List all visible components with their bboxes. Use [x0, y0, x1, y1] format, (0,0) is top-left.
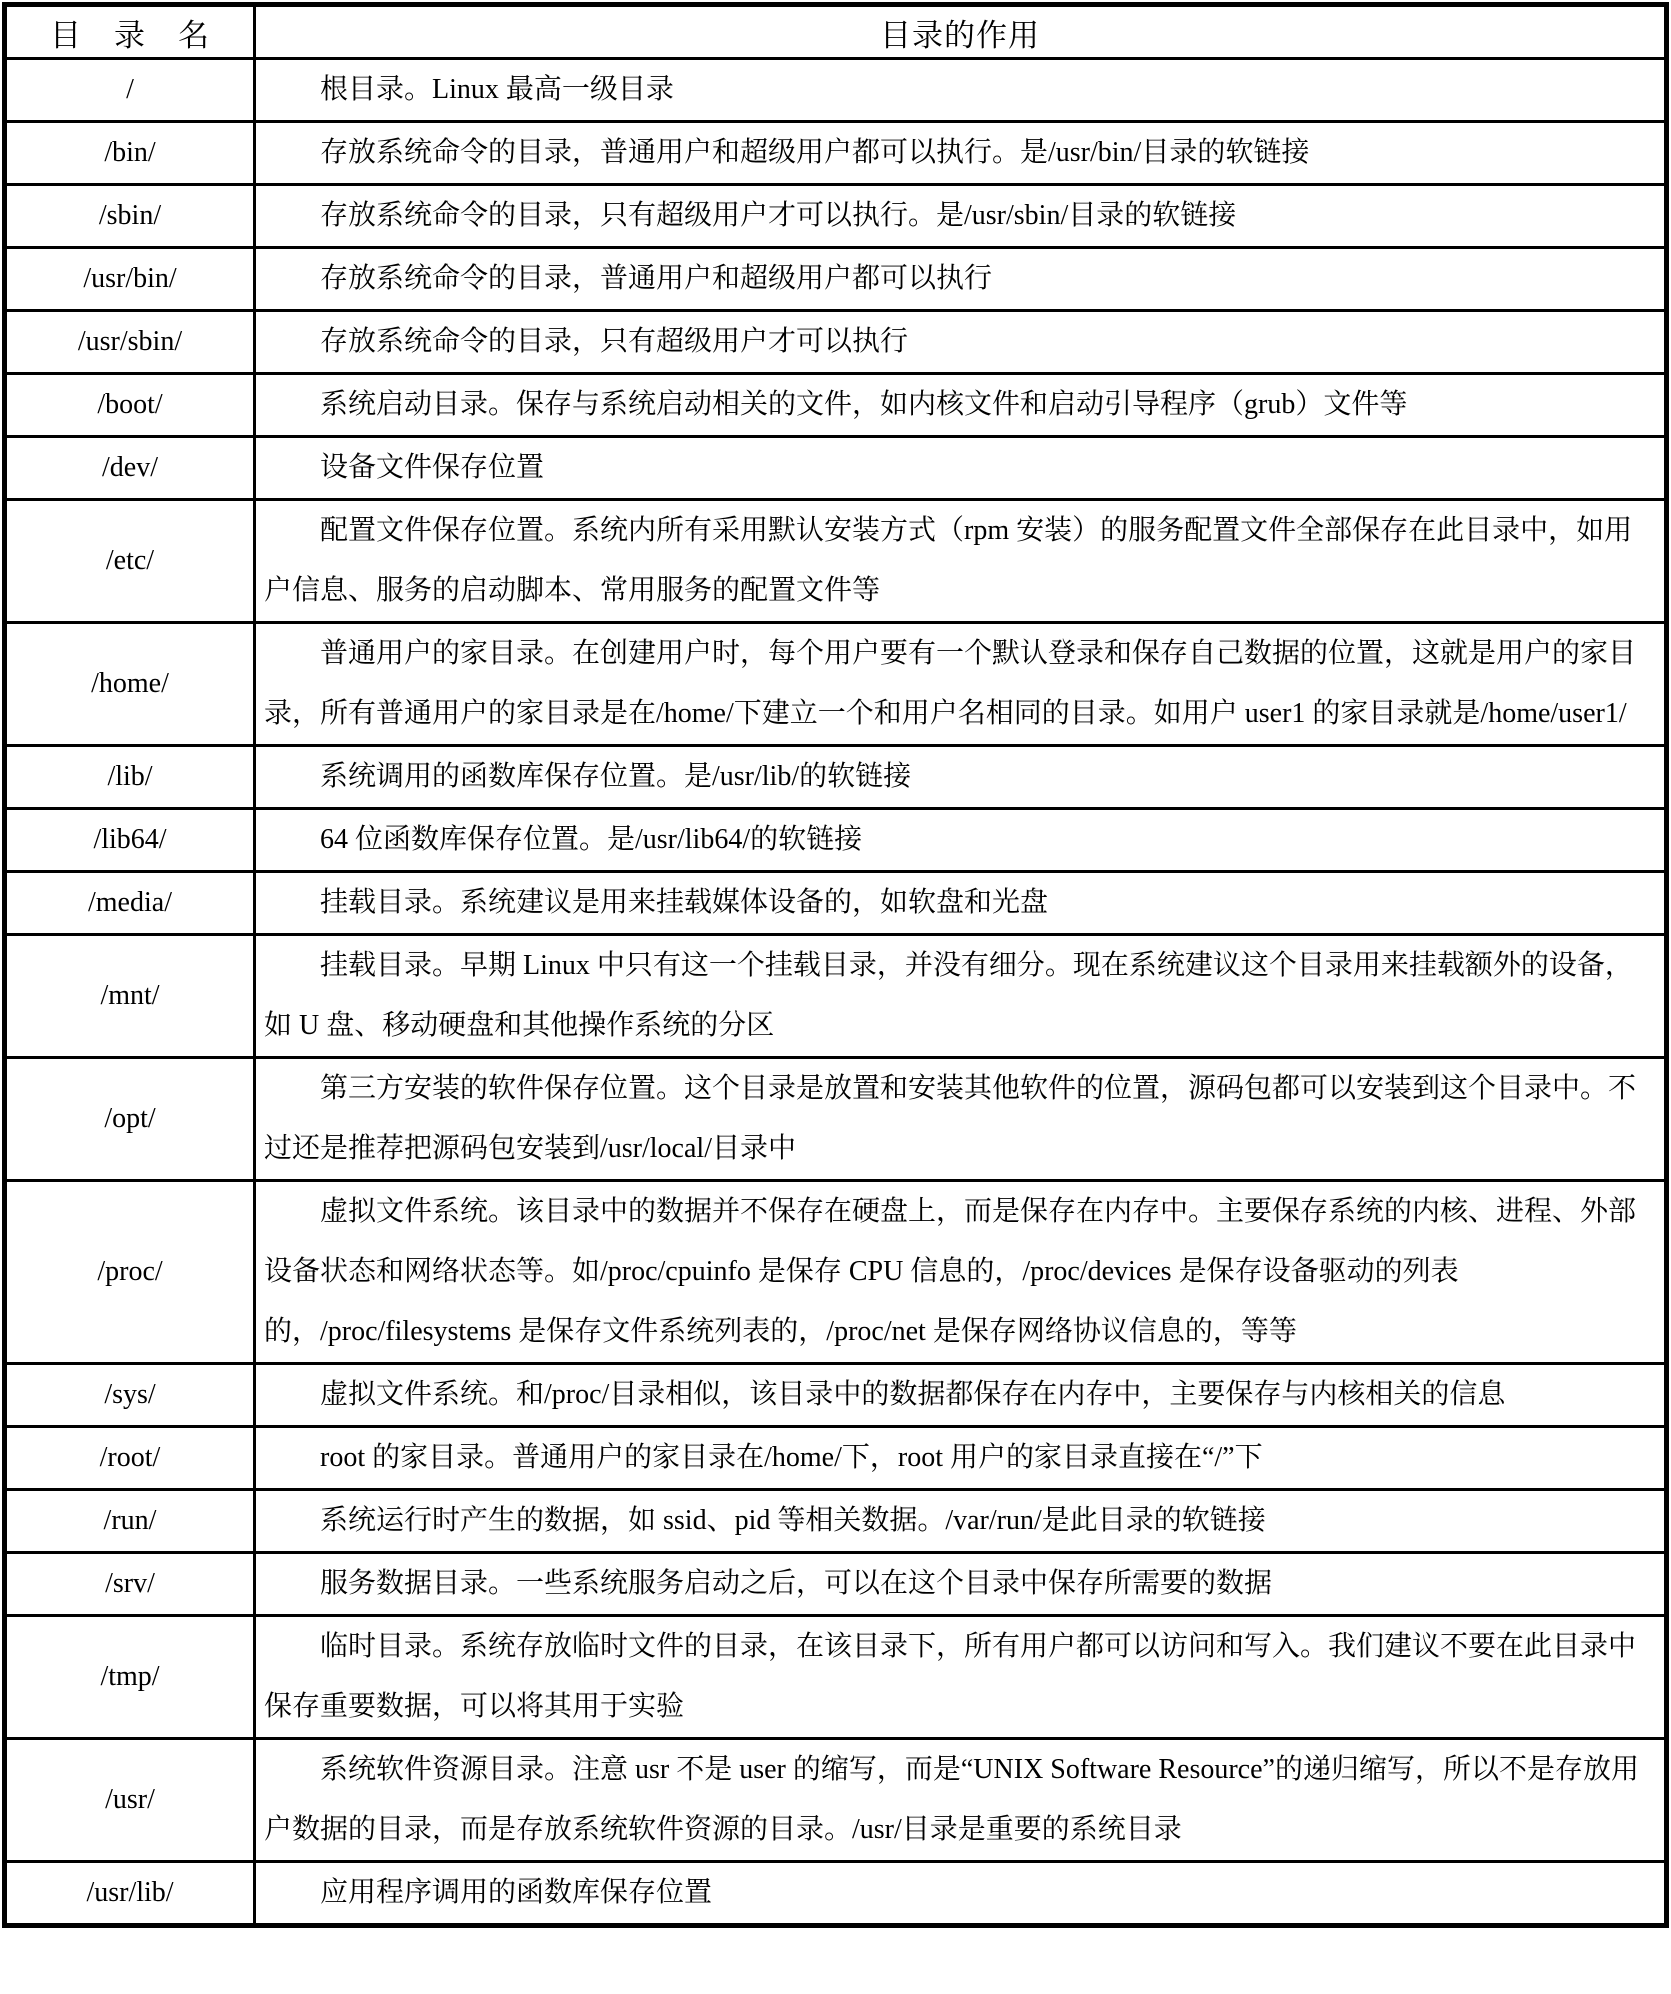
table-row	[5, 122, 1667, 185]
header-cell-directory-name: 目 录 名	[5, 5, 255, 59]
directory-name-cell: /sbin/	[5, 185, 255, 248]
directory-name-cell: /root/	[5, 1427, 255, 1490]
directory-purpose-cell: 挂载目录。系统建议是用来挂载媒体设备的，如软盘和光盘	[255, 872, 1667, 935]
table-header-row	[5, 5, 1667, 59]
directory-name-cell: /run/	[5, 1490, 255, 1553]
directory-name-cell: /etc/	[5, 500, 255, 623]
table-row	[5, 1616, 1667, 1739]
table-row	[5, 935, 1667, 1058]
directory-purpose-cell: 挂载目录。早期 Linux 中只有这一个挂载目录，并没有细分。现在系统建议这个目录用来挂载额外的设备，如 U 盘、移动硬盘和其他操作系统的分区	[255, 935, 1667, 1058]
directory-purpose-cell: 临时目录。系统存放临时文件的目录，在该目录下，所有用户都可以访问和写入。我们建议不要在此目录中保存重要数据，可以将其用于实验	[255, 1616, 1667, 1739]
directory-name-cell: /	[5, 59, 255, 122]
directory-purpose-cell: 存放系统命令的目录，只有超级用户才可以执行	[255, 311, 1667, 374]
directory-purpose-cell: root 的家目录。普通用户的家目录在/home/下，root 用户的家目录直接在“/”下	[255, 1427, 1667, 1490]
directory-name-cell: /usr/sbin/	[5, 311, 255, 374]
directory-purpose-cell: 虚拟文件系统。和/proc/目录相似，该目录中的数据都保存在内存中，主要保存与内核相关的信息	[255, 1364, 1667, 1427]
directory-purpose-cell: 应用程序调用的函数库保存位置	[255, 1862, 1667, 1926]
directory-name-cell: /usr/	[5, 1739, 255, 1862]
table-row	[5, 872, 1667, 935]
table-row	[5, 1181, 1667, 1364]
table-row	[5, 809, 1667, 872]
directory-purpose-cell: 普通用户的家目录。在创建用户时，每个用户要有一个默认登录和保存自己数据的位置，这就是用户的家目录，所有普通用户的家目录是在/home/下建立一个和用户名相同的目录。如用户 user1 的家目录就是/home/user1/	[255, 623, 1667, 746]
directory-purpose-cell: 系统调用的函数库保存位置。是/usr/lib/的软链接	[255, 746, 1667, 809]
table-row	[5, 1427, 1667, 1490]
table-row	[5, 500, 1667, 623]
directory-name-cell: /mnt/	[5, 935, 255, 1058]
directory-name-cell: /usr/lib/	[5, 1862, 255, 1926]
table-row	[5, 374, 1667, 437]
table-row	[5, 311, 1667, 374]
table-row	[5, 437, 1667, 500]
directory-name-cell: /tmp/	[5, 1616, 255, 1739]
directory-name-cell: /media/	[5, 872, 255, 935]
directory-purpose-cell: 存放系统命令的目录，普通用户和超级用户都可以执行。是/usr/bin/目录的软链接	[255, 122, 1667, 185]
directory-table	[2, 2, 1669, 1928]
directory-purpose-cell: 系统软件资源目录。注意 usr 不是 user 的缩写，而是“UNIX Software Resource”的递归缩写，所以不是存放用户数据的目录，而是存放系统软件资源的目录。/usr/目录是重要的系统目录	[255, 1739, 1667, 1862]
directory-purpose-cell: 第三方安装的软件保存位置。这个目录是放置和安装其他软件的位置，源码包都可以安装到这个目录中。不过还是推荐把源码包安装到/usr/local/目录中	[255, 1058, 1667, 1181]
directory-name-cell: /home/	[5, 623, 255, 746]
table-row	[5, 185, 1667, 248]
directory-purpose-cell: 存放系统命令的目录，只有超级用户才可以执行。是/usr/sbin/目录的软链接	[255, 185, 1667, 248]
directory-name-cell: /bin/	[5, 122, 255, 185]
directory-purpose-cell: 配置文件保存位置。系统内所有采用默认安装方式（rpm 安装）的服务配置文件全部保存在此目录中，如用户信息、服务的启动脚本、常用服务的配置文件等	[255, 500, 1667, 623]
directory-name-cell: /proc/	[5, 1181, 255, 1364]
directory-name-cell: /sys/	[5, 1364, 255, 1427]
table-row	[5, 1058, 1667, 1181]
directory-name-cell: /srv/	[5, 1553, 255, 1616]
directory-purpose-cell: 服务数据目录。一些系统服务启动之后，可以在这个目录中保存所需要的数据	[255, 1553, 1667, 1616]
directory-name-cell: /opt/	[5, 1058, 255, 1181]
table-row	[5, 1553, 1667, 1616]
table-row	[5, 1490, 1667, 1553]
table-body	[5, 59, 1667, 1926]
directory-name-cell: /boot/	[5, 374, 255, 437]
table-row	[5, 1862, 1667, 1926]
directory-purpose-cell: 系统启动目录。保存与系统启动相关的文件，如内核文件和启动引导程序（grub）文件等	[255, 374, 1667, 437]
directory-purpose-cell: 设备文件保存位置	[255, 437, 1667, 500]
header-cell-directory-purpose: 目录的作用	[255, 5, 1667, 59]
directory-name-cell: /lib64/	[5, 809, 255, 872]
directory-purpose-cell: 64 位函数库保存位置。是/usr/lib64/的软链接	[255, 809, 1667, 872]
table-row	[5, 59, 1667, 122]
table-row	[5, 623, 1667, 746]
table-row	[5, 1739, 1667, 1862]
directory-purpose-cell: 根目录。Linux 最高一级目录	[255, 59, 1667, 122]
directory-purpose-cell: 系统运行时产生的数据，如 ssid、pid 等相关数据。/var/run/是此目录的软链接	[255, 1490, 1667, 1553]
directory-name-cell: /usr/bin/	[5, 248, 255, 311]
table-row	[5, 1364, 1667, 1427]
table-row	[5, 248, 1667, 311]
directory-purpose-cell: 存放系统命令的目录，普通用户和超级用户都可以执行	[255, 248, 1667, 311]
table-row	[5, 746, 1667, 809]
directory-purpose-cell: 虚拟文件系统。该目录中的数据并不保存在硬盘上，而是保存在内存中。主要保存系统的内核、进程、外部设备状态和网络状态等。如/proc/cpuinfo 是保存 CPU 信息的，/proc/devices 是保存设备驱动的列表的，/proc/filesystems 是保存文件系统列表的，/proc/net 是保存网络协议信息的，等等	[255, 1181, 1667, 1364]
directory-name-cell: /dev/	[5, 437, 255, 500]
directory-name-cell: /lib/	[5, 746, 255, 809]
